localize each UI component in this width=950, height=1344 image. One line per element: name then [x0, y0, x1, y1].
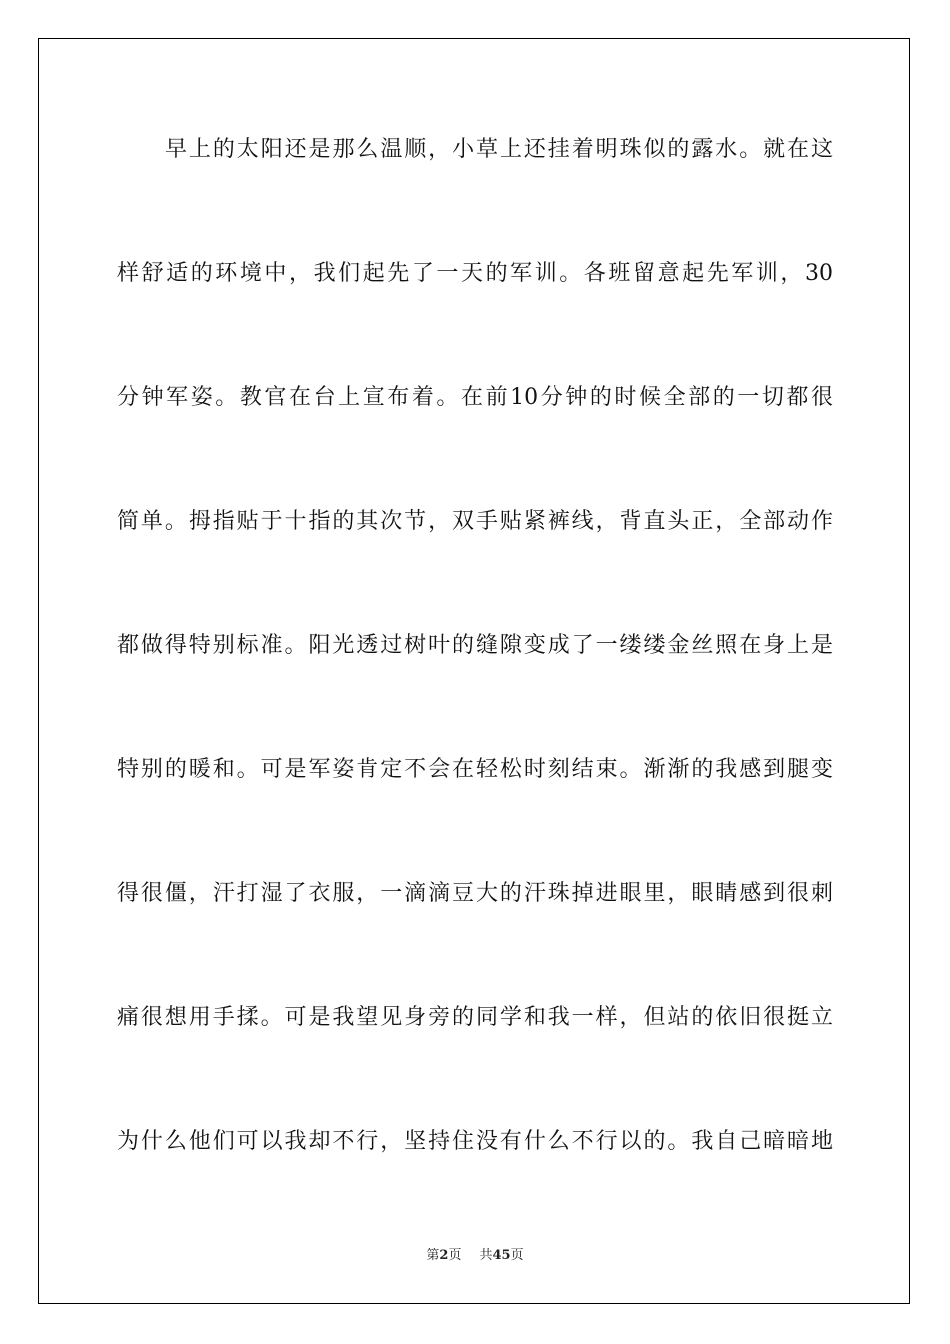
total-prefix: 共 [479, 1248, 493, 1263]
paragraph-line-9: 为什么他们可以我却不行，坚持住没有什么不行以的。我自己暗暗地 [117, 1129, 833, 1154]
paragraph-line-5: 都做得特别标准。阳光透过树叶的缝隙变成了一缕缕金丝照在身上是 [117, 633, 833, 658]
total-suffix: 页 [510, 1248, 524, 1263]
paragraph-line-4: 简单。拇指贴于十指的其次节，双手贴紧裤线，背直头正，全部动作 [117, 509, 833, 534]
paragraph-line-6: 特别的暖和。可是军姿肯定不会在轻松时刻结束。渐渐的我感到腿变 [117, 757, 833, 782]
page-border [38, 38, 910, 1304]
page-footer [0, 1246, 950, 1266]
paragraph-line-2: 样舒适的环境中，我们起先了一天的军训。各班留意起先军训，30 [117, 261, 833, 286]
paragraph-line-8: 痛很想用手揉。可是我望见身旁的同学和我一样，但站的依旧很挺立 [117, 1005, 833, 1030]
page-suffix: 页 [448, 1248, 462, 1263]
paragraph-line-7: 得很僵，汗打湿了衣服，一滴滴豆大的汗珠掉进眼里，眼睛感到很刺 [117, 881, 833, 906]
paragraph-line-1: 早上的太阳还是那么温顺，小草上还挂着明珠似的露水。就在这 [165, 137, 833, 162]
paragraph-line-3: 分钟军姿。教官在台上宣布着。在前10分钟的时候全部的一切都很 [117, 385, 833, 410]
page-prefix: 第 [426, 1248, 440, 1263]
page-number: 2 [439, 1248, 449, 1263]
total-pages: 45 [492, 1248, 511, 1263]
